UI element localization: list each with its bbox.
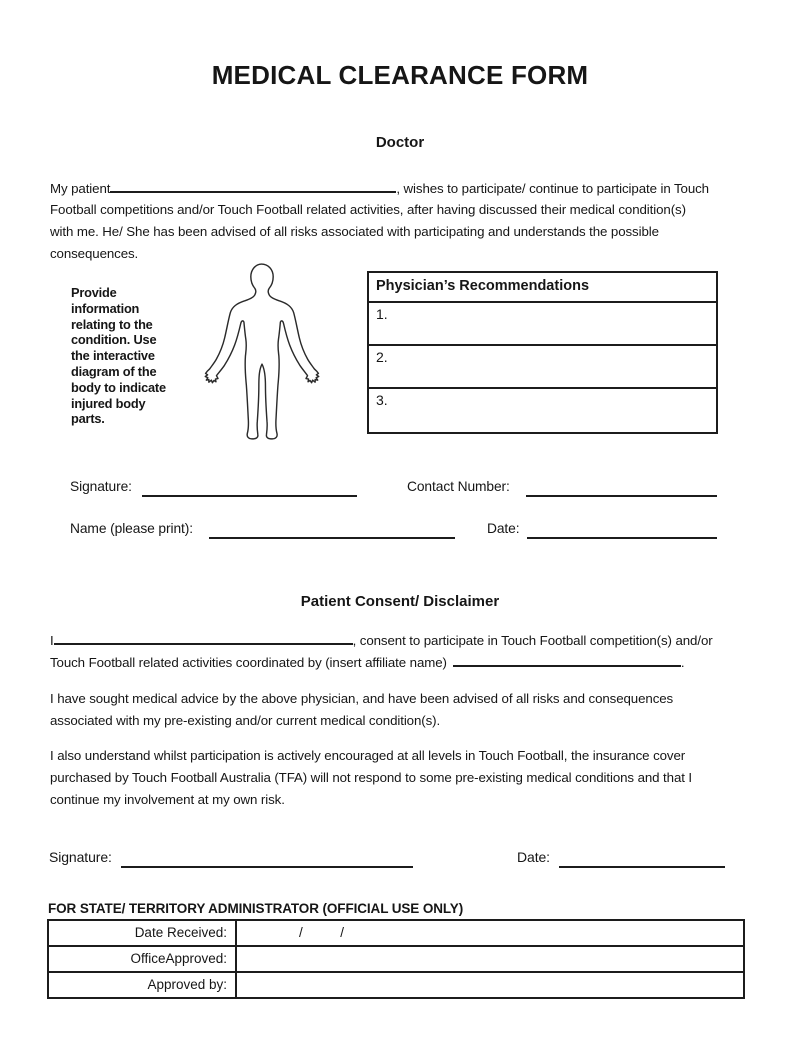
intro-rest: , wishes to participate/ continue to participate in Touch <box>396 181 709 196</box>
patient-signature-blank[interactable] <box>121 850 413 868</box>
admin-table <box>47 919 745 999</box>
intro-line <box>50 177 709 199</box>
consent-prefix: I <box>50 633 54 648</box>
approved-by-label: Approved by: <box>49 973 237 997</box>
consent-paragraph <box>50 629 713 673</box>
note-line: relating to the <box>71 316 153 332</box>
intro-line: consequences. <box>50 246 139 261</box>
paragraph-line: I have sought medical advice by the above physician, and have been advised of all risks and consequences <box>50 691 674 706</box>
consent-paragraph-2 <box>50 688 673 732</box>
intro-paragraph <box>50 177 709 265</box>
doctor-name-blank[interactable] <box>209 522 455 539</box>
intro-line: with me. He/ She has been advised of all risks associated with participating and understands the possible <box>50 224 659 239</box>
body-outline-icon <box>203 261 321 446</box>
diagram-instruction <box>71 285 166 427</box>
recommendation-row-2[interactable]: 2. <box>369 346 716 389</box>
affiliate-name-blank[interactable] <box>453 651 681 667</box>
office-approved-value[interactable] <box>237 947 743 971</box>
consent-section-heading: Patient Consent/ Disclaimer <box>300 593 500 610</box>
office-approved-label: OfficeApproved: <box>49 947 237 971</box>
body-diagram[interactable] <box>203 261 321 446</box>
recommendation-row-1[interactable]: 1. <box>369 303 716 346</box>
contact-number-blank[interactable] <box>526 480 717 497</box>
paragraph-line: continue my involvement at my own risk. <box>50 792 285 807</box>
note-line: diagram of the <box>71 363 157 379</box>
consent-line <box>50 651 713 673</box>
consent-period: . <box>680 655 685 670</box>
doctor-section-heading: Doctor <box>375 134 425 151</box>
patient-name-blank[interactable] <box>110 177 396 193</box>
paragraph-line: associated with my pre-existing and/or current medical condition(s). <box>50 713 441 728</box>
consent-line2-text: Touch Football related activities coordinated by (insert affiliate name) <box>50 655 447 670</box>
table-row <box>49 945 743 971</box>
note-line: the interactive <box>71 348 155 364</box>
note-line: parts. <box>71 411 105 427</box>
note-line: information <box>71 300 140 316</box>
note-line: condition. Use <box>71 332 157 348</box>
patient-date-label: Date: <box>517 849 550 865</box>
intro-prefix: My patient <box>50 181 111 196</box>
table-row <box>49 971 743 997</box>
admin-section-heading: FOR STATE/ TERRITORY ADMINISTRATOR (OFFICIAL USE ONLY) <box>48 901 464 916</box>
physician-recommendations-table <box>367 271 718 434</box>
consent-name-blank[interactable] <box>54 629 353 645</box>
consent-line <box>50 629 713 651</box>
patient-signature-label: Signature: <box>49 849 112 865</box>
doctor-date-blank[interactable] <box>527 522 717 539</box>
intro-line: Football competitions and/or Touch Football related activities, after having discussed their medical condition(s) <box>50 202 686 217</box>
recommendations-header: Physician’s Recommendations <box>369 273 716 303</box>
date-received-label: Date Received: <box>49 921 237 945</box>
patient-date-blank[interactable] <box>559 850 725 868</box>
consent-rest: , consent to participate in Touch Football competition(s) and/or <box>352 633 713 648</box>
doctor-date-label: Date: <box>487 521 520 536</box>
paragraph-line: purchased by Touch Football Australia (TFA) will not respond to some pre-existing medical conditions and that I <box>50 770 693 785</box>
note-line: injured body <box>71 395 146 411</box>
doctor-signature-label: Signature: <box>70 479 132 494</box>
approved-by-value[interactable] <box>237 973 743 997</box>
table-row <box>49 921 743 945</box>
contact-number-label: Contact Number: <box>407 479 510 494</box>
doctor-name-label: Name (please print): <box>70 521 193 536</box>
note-line: body to indicate <box>71 379 166 395</box>
doctor-signature-blank[interactable] <box>142 480 357 497</box>
note-line: Provide <box>71 285 117 300</box>
paragraph-line: I also understand whilst participation is actively encouraged at all levels in Touch Football, the insurance cover <box>50 748 686 763</box>
consent-paragraph-3 <box>50 745 692 811</box>
date-received-value[interactable]: / / <box>299 925 345 940</box>
page-title: MEDICAL CLEARANCE FORM <box>211 60 589 90</box>
recommendation-row-3[interactable]: 3. <box>376 392 388 408</box>
